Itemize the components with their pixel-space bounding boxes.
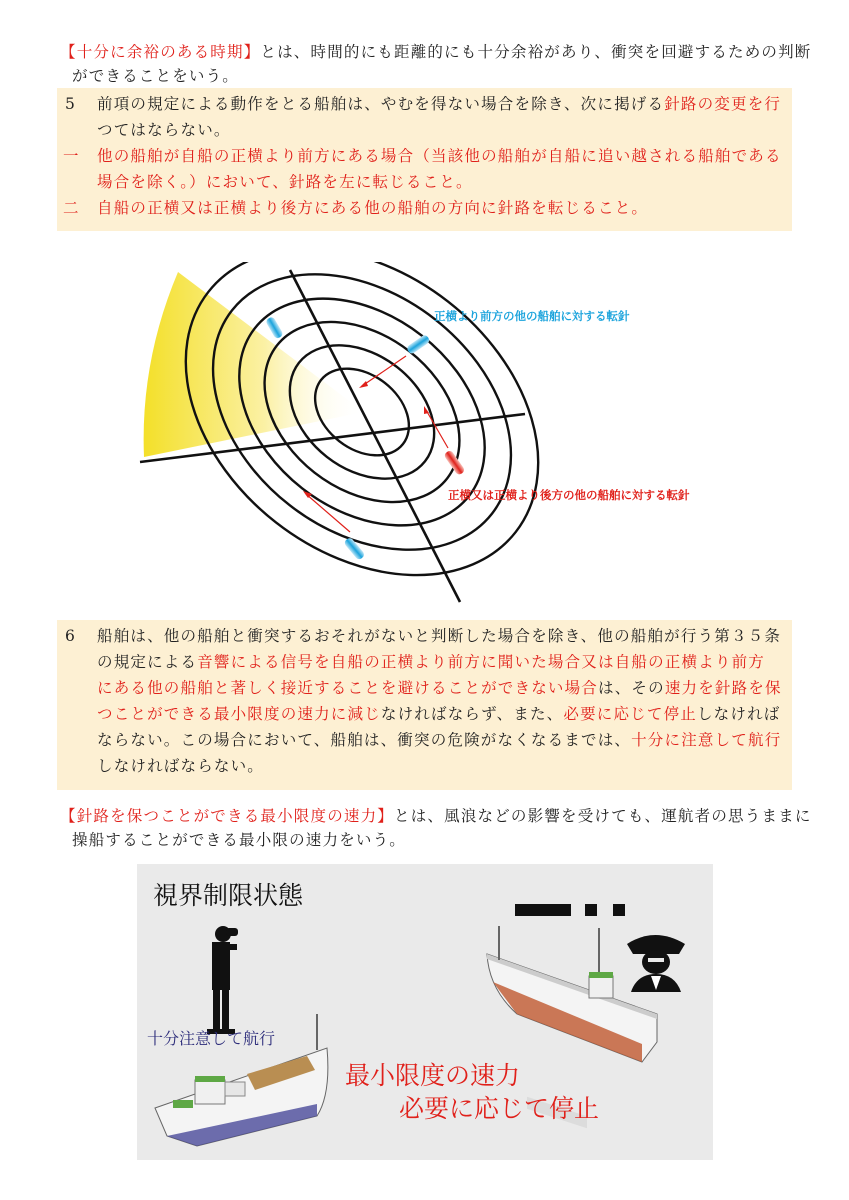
rule6-line4-end: しなければ [696,705,781,723]
restricted-visibility-figure [137,864,713,1160]
minimum-speed-label: 最小限度の速力 [345,1061,521,1090]
captain-icon [627,935,685,992]
rule6-line3-emphasis: にある他の船舶と著しく接近することを避けることができない場合 [97,679,599,697]
rule5-item1-number: 一 [63,147,80,165]
intro-paragraph [60,40,820,88]
forward-course-label: 正横より前方の他の船舶に対する転針 [434,309,630,323]
rule5-item2-line1: 自船の正横又は正横より後方にある他の船舶の方向に針路を転じること。 [97,199,649,217]
rule6-line6: しなければならない。 [97,757,265,775]
rule6-number: 6 [65,627,77,645]
rule6-line2-emphasis: 音響による信号を自船の正横より前方に聞いた場合又は自船の正横より前方 [197,653,766,671]
intro-line2: ができることをいう。 [72,67,240,85]
rule5-number: 5 [65,95,77,113]
outro-paragraph [60,804,820,852]
rule6-line4-emphasis2: 必要に応じて停止 [563,705,697,723]
rule6-line1: 船舶は、他の船舶と衝突するおそれがないと判断した場合を除き、他の船舶が行う第３５条 [97,627,782,645]
caution-label: 十分注意して航行 [147,1029,276,1048]
rule6-line3: は、その [598,679,665,697]
rule5-item1-line1: 他の船舶が自船の正横より前方にある場合（当該他の船舶が自船に追い越される船舶である [97,147,782,165]
stop-if-necessary-label: 必要に応じて停止 [399,1094,600,1123]
rule5-box [57,88,792,231]
outro-line1: とは、風浪などの影響を受けても、運航者の思うままに [394,807,812,825]
rule6-line3-emphasis2: 速力を針路を保 [664,679,782,697]
rule5-line2: つてはならない。 [97,121,231,139]
rule5-line1-emphasis: 針路の変更を行 [664,95,782,113]
rule5-item2-number: 二 [63,199,80,217]
figure-title: 視界制限状態 [153,881,304,910]
rule5-line1: 前項の規定による動作をとる船舶は、やむを得ない場合を除き、次に掲げる [97,95,665,113]
rule6-line4: なければならず、また、 [380,705,564,723]
sound-signal-icon [515,904,625,916]
outro-line2: 操船することができる最小限の速力をいう。 [72,831,407,849]
rule6-line5: ならない。この場合において、船舶は、衝突の危険がなくなるまでは、 [97,731,632,749]
rule6-box [57,620,792,790]
rule5-item1-line2: 場合を除く。）において、針路を左に転じること。 [97,173,473,191]
rule6-line4-emphasis: つことができる最小限度の速力に減じ [97,705,381,723]
lookout-silhouette-icon [207,926,238,1034]
intro-line1: とは、時間的にも距離的にも十分余裕があり、衝突を回避するための判断 [260,43,812,61]
course-change-diagram [130,262,730,607]
intro-term: 【十分に余裕のある時期】 [60,43,261,61]
outro-term: 【針路を保つことができる最小限度の速力】 [60,807,395,825]
aft-course-label: 正横又は正横より後方の他の船舶に対する転針 [448,488,690,502]
rule6-line5-emphasis: 十分に注意して航行 [631,731,782,749]
rule6-line2: の規定による [97,653,198,671]
